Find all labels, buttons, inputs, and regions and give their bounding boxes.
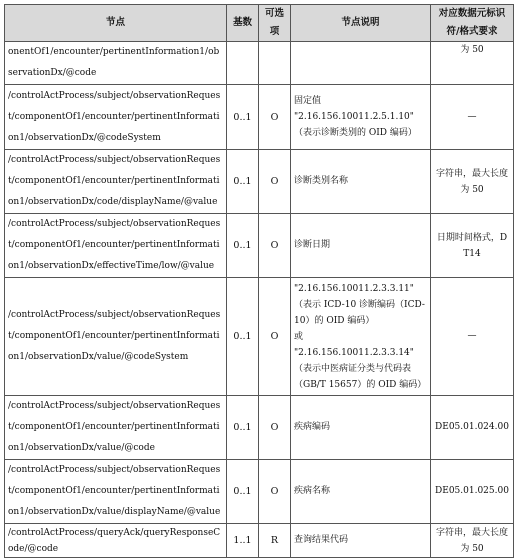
description-cell: 诊断类别名称 (291, 150, 431, 214)
optional-cell: O (259, 460, 291, 524)
spec-table (4, 4, 514, 558)
requirement-cell: 为 50 (431, 42, 514, 85)
requirement-cell: 字符串，最大长度为 50 (431, 524, 514, 558)
optional-cell: O (259, 85, 291, 150)
description-cell: 疾病名称 (291, 460, 431, 524)
description-cell: 诊断日期 (291, 214, 431, 278)
requirement-cell: 字符串，最大长度为 50 (431, 150, 514, 214)
node-path: /controlActProcess/subject/observationRequest/componentOf1/encounter/pertinentInformation1/observationDx/@codeSystem (5, 85, 227, 150)
node-path: /controlActProcess/queryAck/queryResponseCode/@code (5, 524, 227, 558)
table-row (5, 42, 514, 85)
cardinality-cell: 1..1 (227, 524, 259, 558)
node-path: /controlActProcess/subject/observationRequest/componentOf1/encounter/pertinentInformation1/observationDx/value/@code (5, 396, 227, 460)
header-cardinality: 基数 (227, 5, 259, 42)
requirement-cell: — (431, 85, 514, 150)
cardinality-cell (227, 42, 259, 85)
node-path: /controlActProcess/subject/observationRequest/componentOf1/encounter/pertinentInformation1/observationDx/effectiveTime/low/@value (5, 214, 227, 278)
cardinality-cell: 0..1 (227, 278, 259, 396)
optional-cell: R (259, 524, 291, 558)
node-path: onentOf1/encounter/pertinentInformation1/observationDx/@code (5, 42, 227, 85)
header-requirement: 对应数据元标识符/格式要求 (431, 5, 514, 42)
optional-cell: O (259, 214, 291, 278)
description-cell (291, 42, 431, 85)
description-cell: 固定值 "2.16.156.10011.2.5.1.10" （表示诊断类别的 OID 编码） (291, 85, 431, 150)
table-row (5, 278, 514, 396)
description-cell: 疾病编码 (291, 396, 431, 460)
description-cell: "2.16.156.10011.2.3.3.11" （表示 ICD-10 诊断编码（ICD-10）的 OID 编码） 或 "2.16.156.10011.2.3.3.14" （表示中医病证分类与代码表（GB/T 15657）的 OID 编码） (291, 278, 431, 396)
requirement-cell: DE05.01.025.00 (431, 460, 514, 524)
table-row (5, 396, 514, 460)
cardinality-cell: 0..1 (227, 460, 259, 524)
optional-cell (259, 42, 291, 85)
optional-cell: O (259, 150, 291, 214)
table-row (5, 460, 514, 524)
header-node: 节点 (5, 5, 227, 42)
requirement-cell: 日期时间格式，DT14 (431, 214, 514, 278)
node-path: /controlActProcess/subject/observationRequest/componentOf1/encounter/pertinentInformation1/observationDx/value/@codeSystem (5, 278, 227, 396)
requirement-cell: — (431, 278, 514, 396)
cardinality-cell: 0..1 (227, 396, 259, 460)
cardinality-cell: 0..1 (227, 214, 259, 278)
table-header-row (5, 5, 514, 42)
table-row (5, 85, 514, 150)
optional-cell: O (259, 278, 291, 396)
optional-cell: O (259, 396, 291, 460)
requirement-cell: DE05.01.024.00 (431, 396, 514, 460)
header-description: 节点说明 (291, 5, 431, 42)
table-row (5, 524, 514, 558)
node-path: /controlActProcess/subject/observationRequest/componentOf1/encounter/pertinentInformation1/observationDx/code/displayName/@value (5, 150, 227, 214)
description-cell: 查询结果代码 (291, 524, 431, 558)
cardinality-cell: 0..1 (227, 150, 259, 214)
node-path: /controlActProcess/subject/observationRequest/componentOf1/encounter/pertinentInformation1/observationDx/value/displayName/@value (5, 460, 227, 524)
table-row (5, 150, 514, 214)
header-optional: 可选项 (259, 5, 291, 42)
table-row (5, 214, 514, 278)
cardinality-cell: 0..1 (227, 85, 259, 150)
